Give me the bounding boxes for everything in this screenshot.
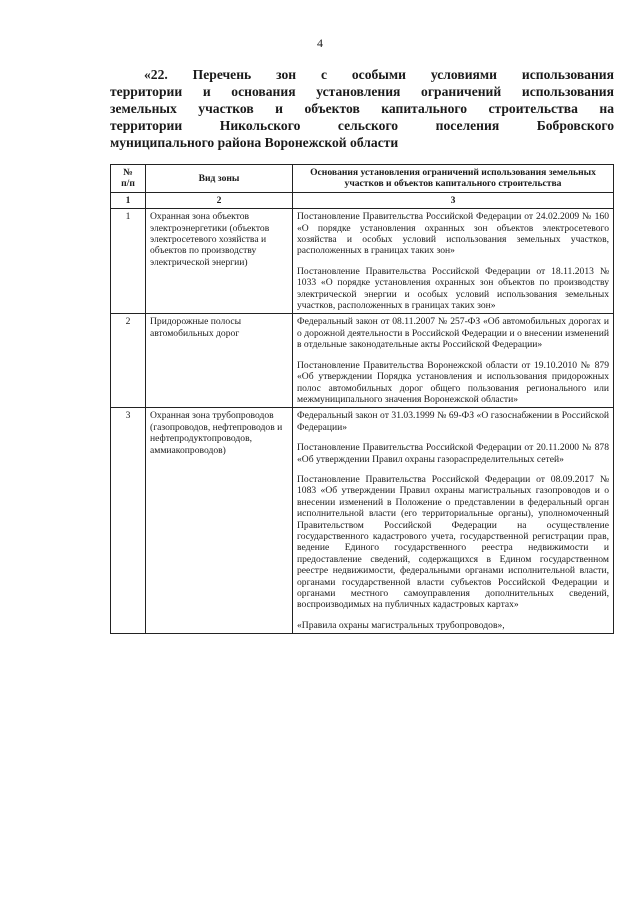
basis-item: Постановление Правительства Воронежской области от 19.10.2010 № 879 «Об утверждении Порядка установления и использования придорожных полос автомобильных дорог общего пользования регионального или межмуниципального значения Воронежской области» bbox=[297, 359, 609, 405]
heading-line: территории Никольского сельского поселения Бобровского bbox=[110, 118, 614, 133]
index-cell: 3 bbox=[293, 192, 614, 208]
zone-type: Охранная зона трубопроводов (газопроводов, нефтепроводов и нефтепродуктопроводов, аммиакопроводов) bbox=[146, 408, 293, 634]
table-row bbox=[111, 314, 614, 408]
page-number: 4 bbox=[317, 36, 323, 50]
index-cell: 2 bbox=[146, 192, 293, 208]
heading-line: муниципального района Воронежской области bbox=[110, 135, 399, 150]
row-number: 3 bbox=[111, 408, 146, 634]
index-cell: 1 bbox=[111, 192, 146, 208]
basis-item: Постановление Правительства Российской Федерации от 20.11.2000 № 878 «Об утверждении Правил охраны газораспределительных сетей» bbox=[297, 442, 609, 465]
header-number: № п/п bbox=[111, 165, 146, 193]
basis-cell bbox=[293, 209, 614, 314]
heading-line: земельных участков и объектов капитального строительства на bbox=[110, 101, 614, 116]
table-row bbox=[111, 209, 614, 314]
table-header-row bbox=[111, 165, 614, 193]
row-number: 2 bbox=[111, 314, 146, 408]
row-number: 1 bbox=[111, 209, 146, 314]
section-heading bbox=[110, 66, 614, 151]
zones-table bbox=[110, 164, 614, 634]
zone-type: Охранная зона объектов электроэнергетики (объектов электросетевого хозяйства и объектов по производству электрической энергии) bbox=[146, 209, 293, 314]
heading-line: «22. Перечень зон с особыми условиями использования bbox=[144, 67, 614, 82]
basis-cell bbox=[293, 408, 614, 634]
zone-type: Придорожные полосы автомобильных дорог bbox=[146, 314, 293, 408]
basis-cell bbox=[293, 314, 614, 408]
basis-item: Постановление Правительства Российской Федерации от 24.02.2009 № 160 «О порядке установления охранных зон объектов электросетевого хозяйства и особых условий использования земельных участков, расположенных в границах таких зон» bbox=[297, 211, 609, 257]
heading-line: территории и основания установления ограничений использования bbox=[110, 84, 614, 99]
table-row bbox=[111, 408, 614, 634]
basis-item: Постановление Правительства Российской Федерации от 18.11.2013 № 1033 «О порядке установления охранных зон объектов по производству электрической энергии и особых условий использования земельных участков, расположенных в границах таких зон» bbox=[297, 265, 609, 312]
basis-item: «Правила охраны магистральных трубопроводов», bbox=[297, 619, 505, 631]
header-zone-type: Вид зоны bbox=[146, 165, 293, 193]
basis-item: Постановление Правительства Российской Федерации от 08.09.2017 № 1083 «Об утверждении Правил охраны магистральных газопроводов и о внесении изменений в Положение о представлении в федеральный орган исполнительной власти (его территориальные органы), уполномоченный Правительством Российской Федерации на осуществление государственного кадастрового учета, государственной регистрации прав, ведение Единого государственного реестра недвижимости и предоставление сведений, содержащихся в Едином государственном реестре недвижимости, федеральными органами исполнительной власти, органами государственной власти субъектов Российской Федерации и органами местного самоуправления дополнительных сведений, воспроизводимых на публичных кадастровых картах» bbox=[297, 473, 609, 611]
table-index-row bbox=[111, 192, 614, 208]
basis-item: Федеральный закон от 31.03.1999 № 69-ФЗ «О газоснабжении в Российской Федерации» bbox=[297, 410, 609, 433]
basis-item: Федеральный закон от 08.11.2007 № 257-ФЗ «Об автомобильных дорогах и о дорожной деятельности в Российской Федерации и о внесении изменений в отдельные законодательные акты Российской Федерации» bbox=[297, 316, 609, 351]
header-basis: Основания установления ограничений использования земельных участков и объектов капитального строительства bbox=[293, 165, 614, 193]
